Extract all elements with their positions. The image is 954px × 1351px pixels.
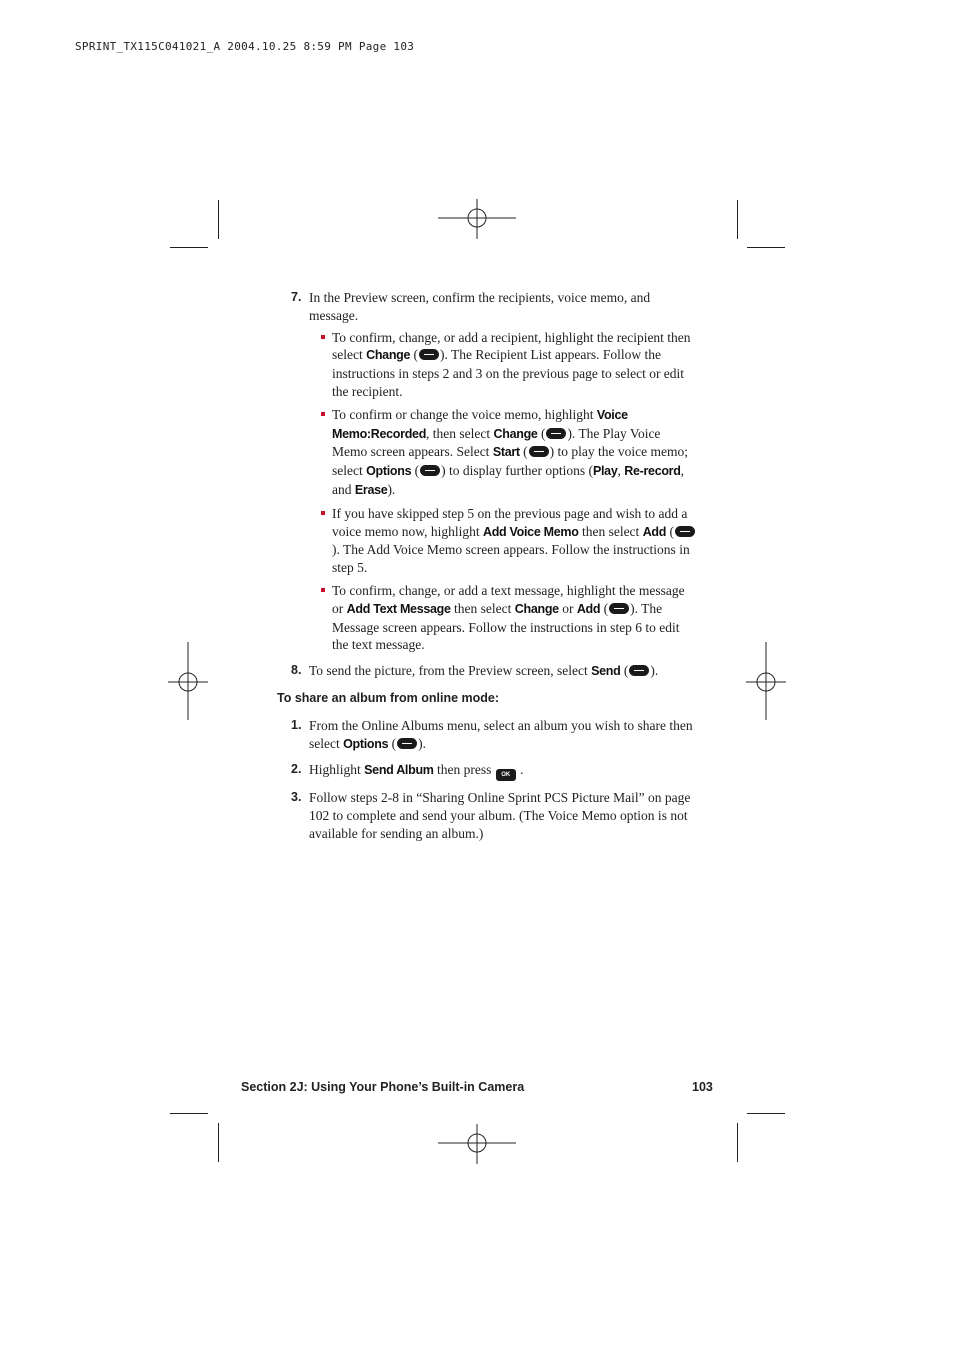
text: To confirm or change the voice memo, highlight	[332, 406, 597, 422]
crop-mark	[737, 200, 738, 239]
step-number: 8.	[291, 663, 302, 678]
print-slug: SPRINT_TX115C041021_A 2004.10.25 8:59 PM Page 103	[75, 40, 415, 53]
text: ). The Play Voice Memo screen appears. Select	[332, 425, 661, 460]
menu-option: Add	[642, 524, 667, 539]
step-number: 7.	[291, 290, 302, 304]
bullet-square-icon	[321, 335, 325, 339]
list-item: To confirm or change the voice memo, highlight Voice Memo:Recorded, then select Change ( ). The Play Voice Memo screen appears. Select Start ( ) to play the voice memo; select Options ( ) to display further options (Play, Re-record, and Erase).	[309, 406, 697, 500]
step-8: 8. To send the picture, from the Preview screen, select Send ( ).	[291, 663, 659, 679]
text: ) to display further options (	[441, 463, 593, 479]
menu-option: Re-record	[624, 464, 681, 479]
right-softkey-icon	[546, 428, 566, 439]
registration-mark-icon	[746, 642, 788, 722]
text: ).	[418, 735, 426, 751]
page-number: 103	[692, 1080, 713, 1094]
list-item: To confirm, change, or add a recipient, highlight the recipient then select Change ( ). The Recipient List appears. Follow the instructions in steps 2 and 3 on the previous page to select or edit the recipient.	[309, 329, 697, 401]
album-step-3	[277, 789, 697, 842]
text: then select	[450, 600, 515, 616]
album-step-1: 1. From the Online Albums menu, select an album you wish to share then select Options ( ).	[291, 717, 693, 751]
step-number: 3.	[291, 790, 302, 805]
right-softkey-icon	[420, 465, 440, 476]
text: From the Online Albums menu, select an album you wish to share then select	[309, 717, 693, 751]
text: .	[520, 762, 524, 778]
text: To confirm, change, or add a text message, highlight the message or	[332, 582, 685, 616]
left-softkey-icon	[629, 665, 649, 676]
menu-option: Add Text Message	[346, 601, 451, 616]
menu-option: Voice Memo:Recorded	[332, 407, 628, 441]
text: ).	[387, 481, 396, 497]
menu-option: Change	[366, 348, 411, 363]
menu-option: Erase	[354, 482, 388, 497]
text: ,	[617, 463, 625, 479]
menu-option: Options	[366, 464, 412, 479]
crop-mark	[747, 1113, 785, 1114]
text: , and	[332, 463, 684, 497]
right-softkey-icon	[397, 738, 417, 749]
text: then select	[578, 523, 643, 539]
text: then press	[433, 762, 495, 778]
section-subheading: To share an album from online mode:	[277, 690, 500, 705]
page-content	[277, 289, 697, 851]
text: ) to play the voice memo; select	[332, 444, 689, 479]
text: To send the picture, from the Preview screen, select	[309, 663, 592, 679]
list-item: If you have skipped step 5 on the previous page and wish to add a voice memo now, highlight Add Voice Memo then select Add (). The Add Voice Memo screen appears. Follow the instructions in step 5.	[309, 505, 697, 577]
menu-option: Send	[591, 664, 621, 679]
menu-option: Options	[343, 736, 389, 751]
text: ). The Add Voice Memo screen appears. Follow the instructions in step 5.	[332, 542, 690, 576]
registration-mark-icon	[438, 199, 518, 241]
text: or	[558, 600, 577, 616]
text: If you have skipped step 5 on the previous page and wish to add a voice memo now, highlight	[332, 505, 688, 539]
bullet-square-icon	[321, 412, 325, 416]
text: Follow steps 2-8 in “Sharing Online Sprint PCS Picture Mail” on page 102 to complete and send your album. (The Voice Memo option is not available for sending an album.)	[309, 790, 691, 841]
ok-key-icon: OK	[496, 769, 516, 781]
album-step-2	[277, 761, 697, 781]
text: To confirm, change, or add a recipient, highlight the recipient then select	[332, 329, 691, 363]
footer-section-title: Section 2J: Using Your Phone’s Built-in Camera	[241, 1080, 525, 1094]
registration-mark-icon	[168, 642, 210, 722]
text: ). The Recipient List appears. Follow the instructions in steps 2 and 3 on the previous page to select or edit the recipient.	[332, 347, 685, 399]
menu-option: Change	[493, 426, 538, 441]
crop-mark	[170, 247, 208, 248]
text: Highlight	[309, 762, 365, 778]
bullet-list	[309, 329, 697, 655]
menu-option: Change	[514, 601, 559, 616]
step-number: 2.	[291, 762, 302, 777]
right-softkey-icon	[675, 526, 695, 537]
crop-mark	[218, 1123, 219, 1162]
list-item: To confirm, change, or add a text message, highlight the message or Add Text Message then select Change or Add ( ). The Message screen appears. Follow the instructions in step 6 to edit the text message.	[309, 582, 697, 654]
crop-mark	[747, 247, 785, 248]
text: ).	[650, 663, 659, 679]
bullet-square-icon	[321, 588, 325, 592]
menu-option: Add Voice Memo	[482, 524, 579, 539]
crop-mark	[737, 1123, 738, 1162]
menu-option: Start	[492, 445, 520, 460]
text: , then select	[426, 425, 494, 441]
left-softkey-icon	[529, 446, 549, 457]
menu-option: Add	[576, 601, 601, 616]
menu-option: Send Album	[364, 763, 434, 778]
step-7	[277, 289, 697, 654]
registration-mark-icon	[438, 1124, 518, 1166]
step-text: In the Preview screen, confirm the recipients, voice memo, and message.	[309, 290, 651, 323]
crop-mark	[170, 1113, 208, 1114]
right-softkey-icon	[419, 349, 439, 360]
step-number: 1.	[291, 717, 302, 732]
crop-mark	[218, 200, 219, 239]
right-softkey-icon	[609, 603, 629, 614]
bullet-square-icon	[321, 511, 325, 515]
text: ). The Message screen appears. Follow the instructions in step 6 to edit the text message.	[332, 600, 680, 653]
menu-option: Play	[592, 464, 618, 479]
